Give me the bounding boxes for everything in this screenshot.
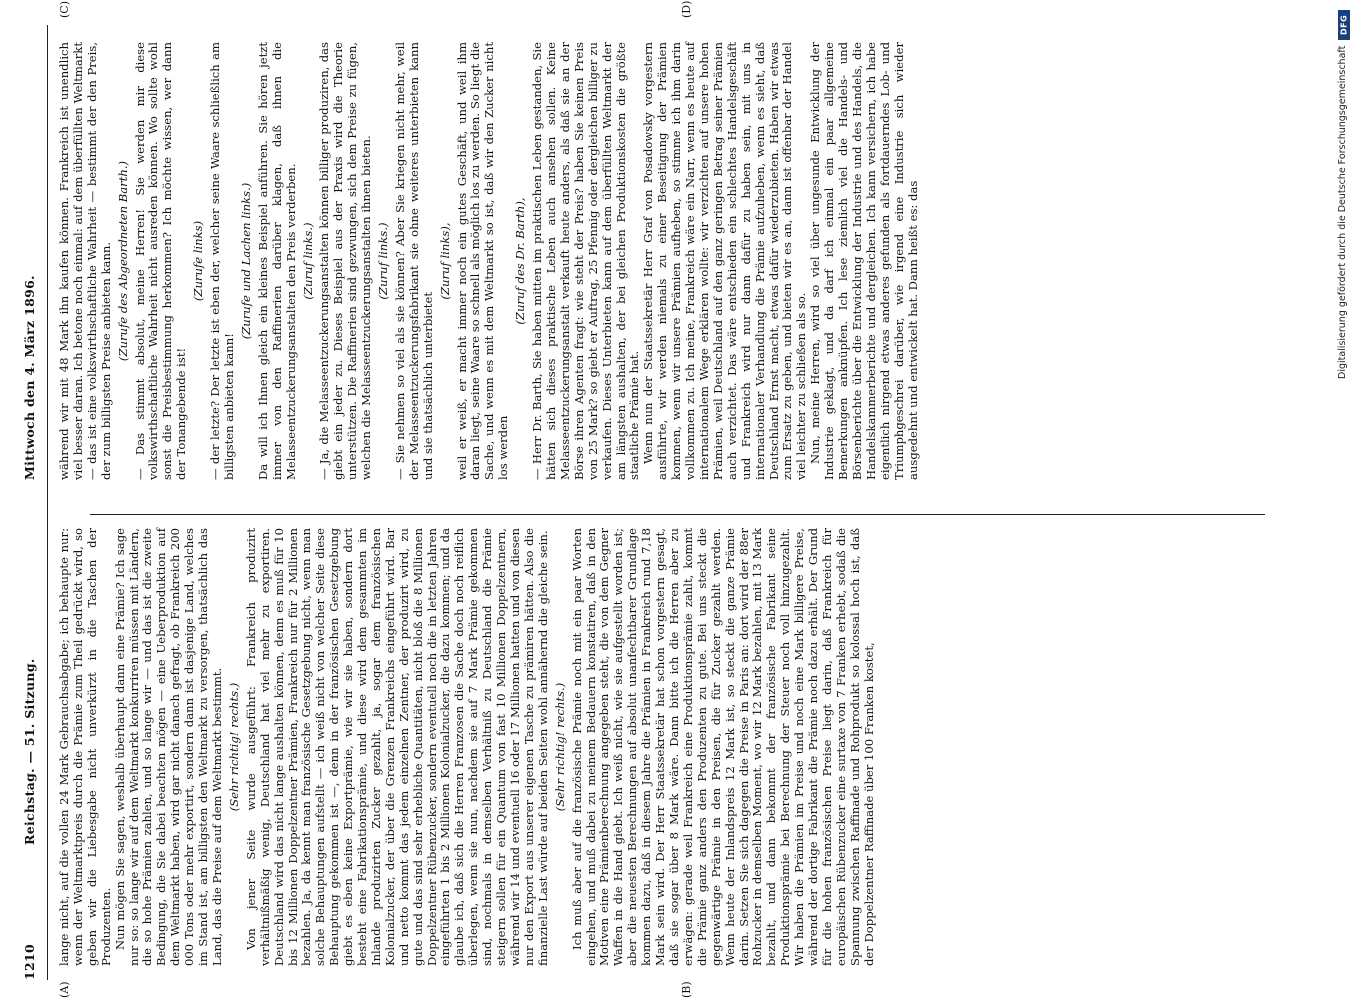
paragraph: Wenn nun der Staatssekretär Herr Graf von Posadowsky vorgestern ausführte, wir werden niemals zu einer Beseitigung der Prämien kommen, wenn wir unsere Prämien aufheben, so stimme ich ihm darin vollkommen zu. Ich meine, Frankreich wäre ein Narr, wenn es heute auf internationalem Wege erklären wollte: wir verzichten auf unsere hohen Prämien, weil Deutschland auf den ganz geringen Betrag seiner Prämien auch verzichtet. Das wäre entschieden ein schlechtes Handelsgeschäft und Frankreich wird nur dann dafür zu haben sein, mit uns in internationaler Verhandlung die Prämie aufzuheben, wenn es sieht, daß Deutschland Ernst macht, etwas dafür wiederzubieten. Haben wir etwas zum Ersatz zu geben, und bieten wir es an, dann ist offenbar der Handel viel leichter zu schließen als so. — [641, 42, 809, 480]
paragraph: Ich muß aber auf die französische Prämie noch mit ein paar Worten eingehen, und muß dabei zu meinem Bedauern konstatiren, daß in den Motiven eine Prämienberechnung angegeben steht, die von dem Gegner Waffen in die Hand giebt. Ich weiß nicht, wie sie aufgestellt worden ist; aber die neuesten Berechnungen auf absolut unanfechtbarer Grundlage kommen dazu, daß in diesem Jahre die Prämien in Frankreich rund 7,18 Mark sein wird. Der Herr Staatssekretär hat schon vorgestern gesagt, daß sie sogar über 8 Mark wäre. Dann bitte ich die Herren aber zu erwägen: gerade weil Frankreich eine Produktionsprämie zahlt, kommt die Prämie ganz anders den Produzenten zu gute. Bei uns steckt die gegenwärtige Prämie in den Preisen, die für Zucker gezahlt werden. Wenn heute der Inlandspreis 12 Mark ist, so steckt die ganze Prämie darin. Setzen Sie sich dagegen die Preise in Paris an: dort wird der 88er Rohzucker in demselben Moment, wo wir 12 Mark bezahlen, mit 13 Mark bezahlt, und dann bekommt der französische Fabrikant seine Produktionsprämie bei Berechnung der Steuer noch voll hinzugezahlt. Wir haben die Prämien im Preise und noch eine Mark billigere Preise, während der dortige Fabrikant die Prämie noch dazu erhält. Der Grund für die hohen französischen Preise liegt darin, daß Frankreich für europäischen Rübenzucker eine surtaxe von 7 Franken erhebt, sodaß die Spannung zwischen Raffinade und Rohprodukt so kolossal hoch ist, daß der Doppelzentner Raffinade über 100 Franken kostet, — [569, 528, 876, 966]
paragraph: — Sie nehmen so viel als sie können? Aber Sie kriegen nicht mehr, weil der Melasseentzuckerungsfabrikant sie ohne weiteres unterbieten kann und sie thatsächlich unterbietet — [392, 42, 435, 480]
interjection: (Zurufe des Abgeordneten Barth.) — [115, 160, 130, 362]
paragraph: weil er weiß, er macht immer noch ein gutes Geschäft, und weil ihm daran liegt, seine Waare so schnell als möglich los zu werden. So liegt die Sache, und wenn es mit dem Weltmarkt so ist, daß wir den Zucker nicht los werden — [454, 42, 511, 480]
margin-mark-d: (D) — [680, 0, 693, 18]
interjection: (Zurufe links) — [191, 220, 206, 302]
interjection: (Sehr richtig! rechts.) — [552, 682, 567, 812]
paragraph: lange nicht, auf die vollen 24 Mark Gebrauchsabgabe; ich behaupte nur: wenn der Weltmarktpreis durch die Prämie zum Theil gedrückt wird, so geben wir die Liebesgabe nicht unverkürzt in die Taschen der Produzenten. — [57, 528, 113, 966]
page-number: 1210 — [22, 944, 37, 980]
paragraph: — der letzte? Der letzte ist eben der, welcher seine Waare schließlich am billigsten anbieten kann! — [208, 42, 236, 480]
right-running-header — [22, 25, 48, 480]
left-text-column — [58, 528, 877, 966]
header-rule — [47, 25, 48, 980]
dfg-logo: DFG — [1338, 10, 1350, 40]
paragraph: Da will ich Ihnen gleich ein kleines Beispiel anführen. Sie hören jetzt immer von den Raffinerien darüber klagen, daß ihnen die Melasseentzuckerungsanstalten den Preis verderben. — [255, 42, 298, 480]
paragraph: während wir mit 48 Mark ihn kaufen können. Frankreich ist unendlich viel besser daran. Ich betone noch einmal: auf dem überfüllten Weltmarkt — das ist eine volkswirthschaftliche Wahrheit — bestimmt der den Preis, der zum billigsten Preise anbieten kann. — [57, 42, 113, 480]
paragraph: Nun mögen Sie sagen, weshalb überhaupt dann eine Prämie? Ich sage nur so: so lange wir auf dem Weltmarkt konkurriren müssen mit Ländern, die so hohe Prämien zahlen, und so lange wir — und das ist die zweite Bedingung, die Sie dabei beachten mögen — eine Ueberproduktion auf dem Weltmarkt haben, wird gar nicht danach gefragt, ob Frankreich 200 000 Tons oder mehr exportirt, sondern dann ist dasjenige Land, welches im Stand ist, am billigsten den Weltmarkt zu versorgen, thatsächlich das Land, das die Preise auf dem Weltmarkt bestimmt. — [112, 528, 224, 966]
paragraph: Nun, meine Herren, wird so viel über ungesunde Entwicklung der Industrie geklagt, und da darf ich einmal ein paar allgemeine Bemerkungen anknüpfen. Ich lese ziemlich viel die Handels- und Börsenberichte über die Entwicklung der Industrie und des Handels, die Handelskammerberichte und dergleichen. Ich kann versichern, ich habe eigentlich nirgend etwas anderes gefunden als fortdauerndes Lob- und Triumphgeschrei darüber, wie irgend eine Industrie sich wieder ausgedehnt und entwickelt hat. Dann heißt es: das — [808, 42, 920, 480]
right-text-column — [58, 42, 920, 480]
paragraph: — Herr Dr. Barth, Sie haben mitten im praktischen Leben gestanden, Sie hätten sich dieses praktische Leben auch ansehen sollen. Keine Melasseentzuckerungsanstalt verkauft heute anders, als daß sie an der Börse ihren Agenten fragt: wie steht der Preis? haben Sie keinen Preis von 25 Mark? so giebt er Auftrag, 25 Pfennig oder dergleichen billiger zu verkaufen. Dieses Unterbieten kann auf dem überfüllten Weltmarkt der am längsten aushalten, der bei gleichen Produktionskosten die größte staatliche Prämie hat. — [530, 42, 642, 480]
digitization-credit — [1336, 10, 1352, 995]
margin-mark-a: (A) — [58, 981, 71, 998]
left-running-header — [22, 550, 48, 980]
session-date: Mittwoch den 4. März 1896. — [22, 275, 37, 480]
interjection: (Zurufe und Lachen links.) — [238, 182, 253, 340]
interjection: (Sehr richtig! rechts.) — [226, 682, 241, 812]
paragraph: Von jener Seite wurde ausgeführt: Frankreich produzirt verhältnißmäßig wenig, Deutschland hat viel mehr zu exportiren. Deutschland wird das nicht lange aushalten können, denn es muß für 10 bis 12 Millionen Doppelzentner Prämien, Frankreich nur für 2 Millionen bezahlen. Ja, da kennt man französische Gesetzgebung nicht, wenn man solche Behauptungen aufstellt — ich weiß nicht von welcher Seite diese Behauptung gekommen ist —, denn in der französischen Gesetzgebung giebt es eben keine Exportprämie, wie wir sie haben, sondern dort besteht eine Fabrikationsprämie, und diese wird dem gesammten im Inlande produzirten Zucker gezahlt, ja, sogar dem französischen Kolonialzucker, der über die Grenzen Frankreichs eingeführt wird. Bar und netto kommt das jedem einzelnen Zentner, der produzirt wird, zu gute und das sind sehr erhebliche Quantitäten, nicht bloß die 8 Millionen Doppelzentner Rübenzucker, sondern eventuell noch die in letzten Jahren eingeführten 1 bis 2 Millionen Kolonialzucker, die dazu kommen; und da glaube ich, daß sich die Herren Franzosen die Sache doch noch reiflich überlegen, wenn sie nun, nachdem sie auf 7 Mark Prämie gekommen sind, nochmals in demselben Verhältniß zu Deutschland die Prämie steigern sollen für ein Quantum von fast 10 Millionen Doppelzentnern, während wir 14 und eventuell 16 oder 17 Millionen hatten und von diesen nur den Export aus unserer eigenen Tasche zu prämiren hätten. Also die finanzielle Last würde auf beiden Seiten wohl annähernd die gleiche sein. — [243, 528, 550, 966]
column-divider — [90, 514, 1265, 515]
interjection: (Zuruf links), — [437, 222, 452, 300]
margin-mark-b: (B) — [680, 981, 693, 998]
interjection: (Zuruf links.) — [300, 222, 315, 300]
interjection: (Zuruf des Dr. Barth), — [513, 197, 528, 325]
credit-text: Digitalisierung gefördert durch die Deutsche Forschungsgemeinschaft — [1337, 46, 1348, 380]
paragraph: — Ja, die Melasseentzuckerungsanstalten können billiger produziren, das giebt ein jeder zu. Dieses Beispiel aus der Praxis wird die Theorie unterstützen. Die Raffinerien sind gezwungen, sich dem Preise zu fügen, welchen die Melasseentzuckerungsanstalten ihnen bieten. — [317, 42, 374, 480]
interjection: (Zuruf links.) — [376, 222, 391, 300]
margin-mark-c: (C) — [58, 1, 71, 18]
paragraph: — Das stimmt absolut, meine Herren! Sie werden mir diese volkswirthschaftliche Wahrheit nicht ausreden können. Wo sollte wohl sonst die Preisbestimmung herkommen? Ich möchte wissen, wer dann der Tonangebende ist! — [132, 42, 189, 480]
session-title: Reichstag. — 51. Sitzung. — [22, 658, 37, 845]
